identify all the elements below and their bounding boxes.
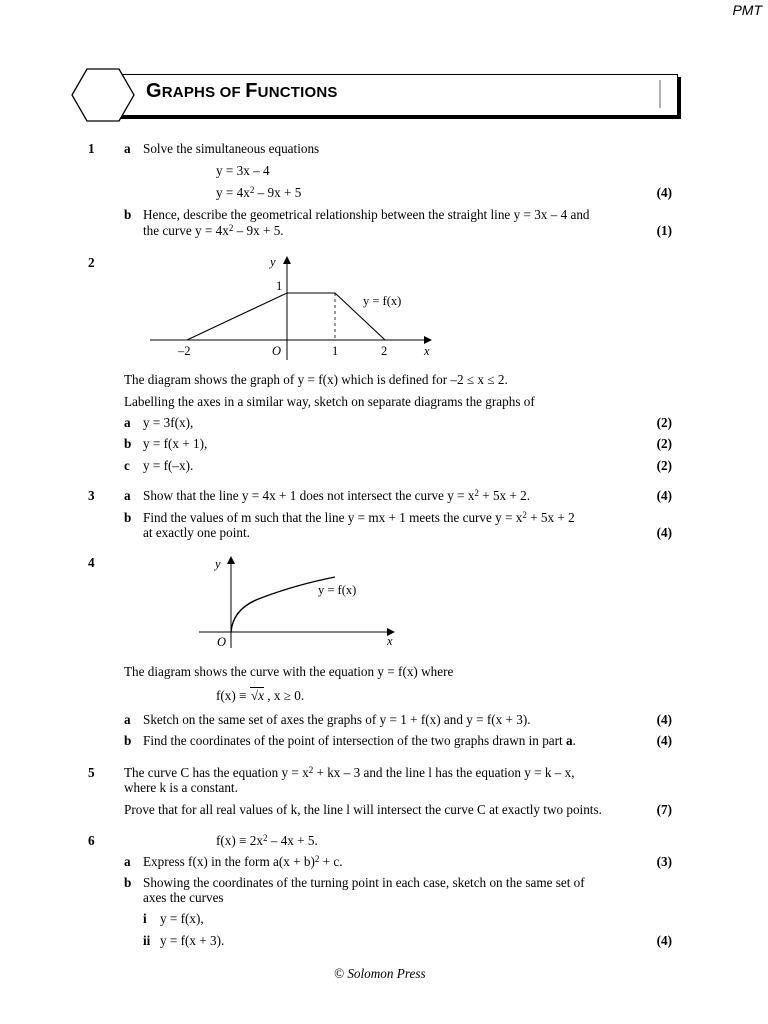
- q2-c-marks: (2): [656, 458, 672, 473]
- q3-b-label: b: [124, 510, 132, 525]
- q4-def: f(x) ≡ √x , x ≥ 0.: [216, 688, 305, 703]
- q5-number: 5: [88, 765, 95, 780]
- q2-text1: The diagram shows the graph of y = f(x) which is defined for –2 ≤ x ≤ 2.: [124, 372, 508, 387]
- q2-y-tick-1: 1: [276, 279, 283, 293]
- q2-a-text: y = 3f(x),: [143, 415, 194, 430]
- q1-eq1: y = 3x – 4: [216, 163, 270, 178]
- q6-b-line2: axes the curves: [143, 890, 224, 905]
- q4-origin: O: [217, 635, 227, 649]
- q4-b-label: b: [124, 733, 132, 748]
- q2-graph: [140, 250, 450, 362]
- q2-x-label: x: [424, 344, 430, 358]
- q2-curve-label: y = f(x): [363, 294, 402, 308]
- q2-c-text: y = f(–x).: [143, 458, 194, 473]
- q4-x-label: x: [387, 634, 393, 648]
- q2-origin: O: [272, 344, 282, 358]
- q2-a-marks: (2): [656, 415, 672, 430]
- footer-copyright: © Solomon Press: [334, 966, 426, 981]
- q6-ii-text: y = f(x + 3).: [160, 933, 225, 948]
- q6-b-label: b: [124, 875, 132, 890]
- q2-tick-neg2: –2: [178, 344, 191, 358]
- q3-b-marks: (4): [656, 525, 672, 540]
- q4-number: 4: [88, 555, 95, 570]
- q5-marks: (7): [656, 802, 672, 817]
- q6-b-line1: Showing the coordinates of the turning point in each case, sketch on the same set of: [143, 875, 585, 890]
- q4-text1: The diagram shows the curve with the equation y = f(x) where: [124, 664, 454, 679]
- q4-curve-label: y = f(x): [318, 583, 357, 597]
- q2-b-text: y = f(x + 1),: [143, 436, 208, 451]
- q3-number: 3: [88, 488, 95, 503]
- q6-i-label: i: [143, 911, 147, 926]
- title-divider: [656, 78, 664, 110]
- q6-b-marks: (4): [656, 933, 672, 948]
- q4-b-marks: (4): [656, 733, 672, 748]
- q3-a-marks: (4): [656, 488, 672, 503]
- q1-b-line2: the curve $y = 4x^2 - 9x + 5$.: [143, 223, 284, 238]
- page-title: GRAPHS OF FUNCTIONS: [146, 80, 338, 102]
- q2-b-marks: (2): [656, 436, 672, 451]
- q2-c-label: c: [124, 458, 130, 473]
- q5-line3: Prove that for all real values of k, the line l will intersect the curve C at exactly two points.: [124, 802, 602, 817]
- q4-graph: [195, 552, 405, 652]
- q1-a-marks: (4): [656, 185, 672, 200]
- q2-text2: Labelling the axes in a similar way, sketch on separate diagrams the graphs of: [124, 394, 535, 409]
- q2-a-label: a: [124, 415, 131, 430]
- q2-number: 2: [88, 255, 95, 270]
- q6-a-text: Express f(x) in the form $a(x + b)^2 + c$.: [143, 854, 343, 869]
- q6-a-marks: (3): [656, 854, 672, 869]
- q4-a-text: Sketch on the same set of axes the graphs of y = 1 + f(x) and y = f(x + 3).: [143, 712, 531, 727]
- q1-b-line1: Hence, describe the geometrical relationship between the straight line y = 3x – 4 and: [143, 207, 590, 222]
- q3-a-text: Show that the line y = 4x + 1 does not intersect the curve $y = x^2 + 5x + 2$.: [143, 488, 531, 503]
- q1-eq2: $y = 4x^2 - 9x + 5$: [216, 185, 302, 200]
- pmt-label: PMT: [732, 2, 762, 18]
- q5-line2: where k is a constant.: [124, 780, 238, 795]
- q4-a-marks: (4): [656, 712, 672, 727]
- q6-ii-label: ii: [143, 933, 151, 948]
- q4-y-label: y: [215, 557, 221, 571]
- q1-number: 1: [88, 141, 95, 156]
- q3-b-line2: at exactly one point.: [143, 525, 250, 540]
- q1-a-label: a: [124, 141, 131, 156]
- q5-line1: The curve C has the equation $y = x^2$ + kx – 3 and the line l has the equation y = k – x,: [124, 765, 575, 780]
- q2-curve: [187, 293, 385, 340]
- q4-b-text: Find the coordinates of the point of intersection of the two graphs drawn in part a.: [143, 733, 576, 748]
- q1-a-text: Solve the simultaneous equations: [143, 141, 320, 156]
- q2-tick-2: 2: [381, 344, 388, 358]
- q3-b-line1: Find the values of m such that the line y = mx + 1 meets the curve $y = x^2 + 5x + 2$: [143, 510, 575, 525]
- q1-b-marks: (1): [656, 223, 672, 238]
- q6-a-label: a: [124, 854, 131, 869]
- q6-def: $f(x) \equiv 2x^2 - 4x + 5$.: [216, 833, 318, 848]
- q4-a-label: a: [124, 712, 131, 727]
- q2-b-label: b: [124, 436, 132, 451]
- q2-tick-1: 1: [332, 344, 339, 358]
- q6-i-text: y = f(x),: [160, 911, 204, 926]
- q1-b-label: b: [124, 207, 132, 222]
- q3-a-label: a: [124, 488, 131, 503]
- q2-y-label: y: [270, 255, 276, 269]
- hexagon-icon: [70, 68, 136, 122]
- q6-number: 6: [88, 833, 95, 848]
